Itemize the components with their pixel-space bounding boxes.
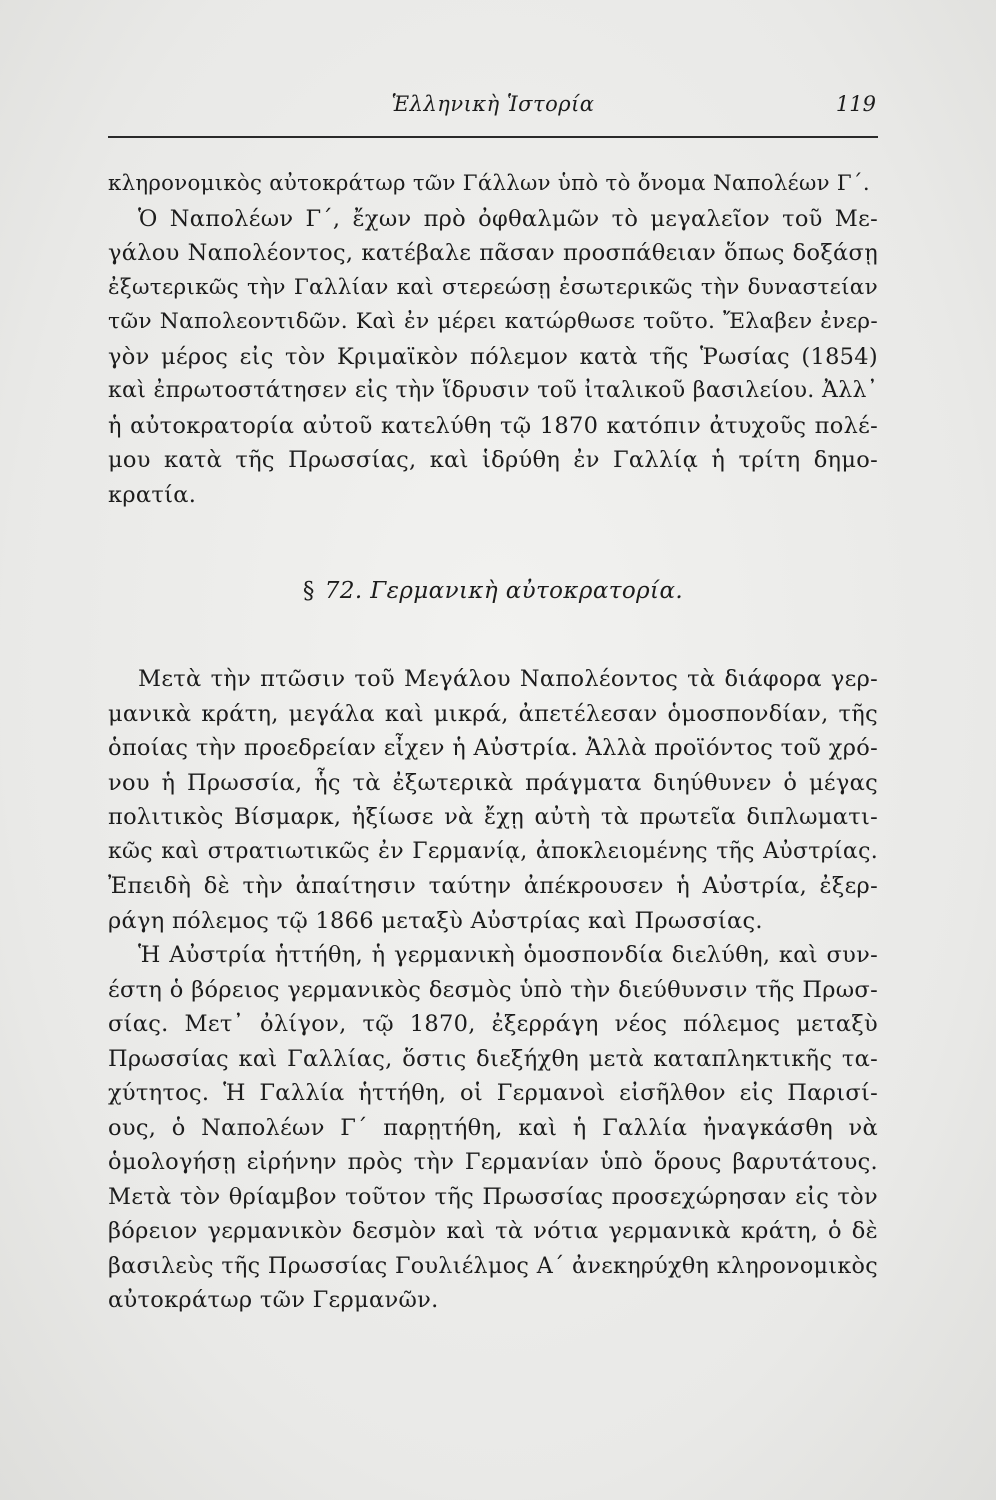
- text-line: καὶ ἐπρωτοστάτησεν εἰς τὴν ἵδρυσιν τοῦ ἰταλικοῦ βασιλείου. Ἀλλ᾽: [108, 378, 878, 403]
- page-number: 119: [835, 92, 876, 116]
- text-line: χύτητος. Ἡ Γαλλία ἡττήθη, οἱ Γερμανοὶ εἰσῆλθον εἰς Παρισί-: [108, 1080, 878, 1106]
- text-line: Πρωσσίας καὶ Γαλλίας, ὅστις διεξήχθη μετὰ καταπληκτικῆς τα-: [108, 1045, 878, 1072]
- section-heading: [108, 578, 878, 604]
- text-line: αὐτοκράτωρ τῶν Γερμανῶν.: [108, 1287, 439, 1313]
- text-block-after: [108, 662, 878, 1318]
- text-line: τῶν Ναπολεοντιδῶν. Καὶ ἐν μέρει κατώρθωσε τοῦτο. Ἔλαβεν ἐνερ-: [108, 309, 878, 334]
- text-line: σίας. Μετ᾽ ὀλίγον, τῷ 1870, ἐξερράγη νέος πόλεμος μεταξὺ: [108, 1011, 878, 1037]
- section-sign: §: [302, 578, 315, 604]
- text-line: ἡ αὐτοκρατορία αὐτοῦ κατελύθη τῷ 1870 κατόπιν ἀτυχοῦς πολέ-: [108, 412, 878, 439]
- text-line: μου κατὰ τῆς Πρωσσίας, καὶ ἱδρύθη ἐν Γαλλίᾳ ἡ τρίτη δημο-: [108, 447, 878, 473]
- text-line: ἐξωτερικῶς τὴν Γαλλίαν καὶ στερεώσῃ ἐσωτερικῶς τὴν δυναστείαν: [108, 274, 878, 300]
- text-line: μανικὰ κράτη, μεγάλα καὶ μικρά, ἀπετέλεσαν ὁμοσπονδίαν, τῆς: [108, 700, 878, 727]
- header-rule: [108, 136, 878, 138]
- text-line: ους, ὁ Ναπολέων Γ´ παρῃτήθη, καὶ ἡ Γαλλία ἠναγκάσθη νὰ: [108, 1114, 878, 1141]
- text-line: Μετὰ τὴν πτῶσιν τοῦ Μεγάλου Ναπολέοντος τὰ διάφορα γερ-: [138, 666, 878, 692]
- text-line: ράγη πόλεμος τῷ 1866 μεταξὺ Αὐστρίας καὶ Πρωσσίας.: [108, 907, 763, 934]
- text-line: ὁμολογήσῃ εἰρήνην πρὸς τὴν Γερμανίαν ὑπὸ ὅρους βαρυτάτους.: [108, 1149, 878, 1175]
- text-line: βόρειον γερμανικὸν δεσμὸν καὶ τὰ νότια γερμανικὰ κράτη, ὁ δὲ: [108, 1218, 878, 1244]
- text-line: γὸν μέρος εἰς τὸν Κριμαϊκὸν πόλεμον κατὰ τῆς Ῥωσίας (1854): [108, 343, 878, 370]
- text-line: έστη ὁ βόρειος γερμανικὸς δεσμὸς ὑπὸ τὴν διεύθυνσιν τῆς Πρωσ-: [108, 976, 878, 1003]
- text-line: βασιλεὺς τῆς Πρωσσίας Γουλιέλμος Α´ ἀνεκηρύχθη κληρονομικὸς: [108, 1252, 878, 1279]
- text-line: νου ἡ Πρωσσία, ἧς τὰ ἐξωτερικὰ πράγματα διηύθυνεν ὁ μέγας: [108, 769, 878, 796]
- text-line: κληρονομικὸς αὐτοκράτωρ τῶν Γάλλων ὑπὸ τὸ ὄνομα Ναπολέων Γ´.: [108, 171, 870, 196]
- text-line: Μετὰ τὸν θρίαμβον τοῦτον τῆς Πρωσσίας προσεχώρησαν εἰς τὸν: [108, 1183, 878, 1210]
- text-line: κρατία.: [108, 481, 197, 508]
- text-line: Ὁ Ναπολέων Γ´, ἔχων πρὸ ὀφθαλμῶν τὸ μεγαλεῖον τοῦ Με-: [138, 205, 878, 232]
- text-line: Ἡ Αὐστρία ἡττήθη, ἡ γερμανικὴ ὁμοσπονδία διελύθη, καὶ συν-: [138, 942, 878, 968]
- running-title: Ἑλληνικὴ Ἱστορία: [391, 92, 595, 116]
- running-header: [108, 92, 878, 132]
- text-line: κῶς καὶ στρατιωτικῶς ἐν Γερμανίᾳ, ἀποκλειομένης τῆς Αὐστρίας.: [108, 838, 878, 864]
- text-block-before: [108, 167, 878, 512]
- text-line: Ἐπειδὴ δὲ τὴν ἀπαίτησιν ταύτην ἀπέκρουσεν ἡ Αὐστρία, ἐξερ-: [108, 873, 878, 899]
- text-line: ὁποίας τὴν προεδρείαν εἶχεν ἡ Αὐστρία. Ἀλλὰ προϊόντος τοῦ χρό-: [108, 735, 878, 761]
- text-line: πολιτικὸς Βίσμαρκ, ἠξίωσε νὰ ἔχῃ αὐτὴ τὰ πρωτεῖα διπλωματι-: [108, 804, 878, 830]
- section-title: 72. Γερμανικὴ αὐτοκρατορία.: [324, 578, 684, 604]
- text-line: γάλου Ναπολέοντος, κατέβαλε πᾶσαν προσπάθειαν ὅπως δοξάσῃ: [108, 240, 878, 266]
